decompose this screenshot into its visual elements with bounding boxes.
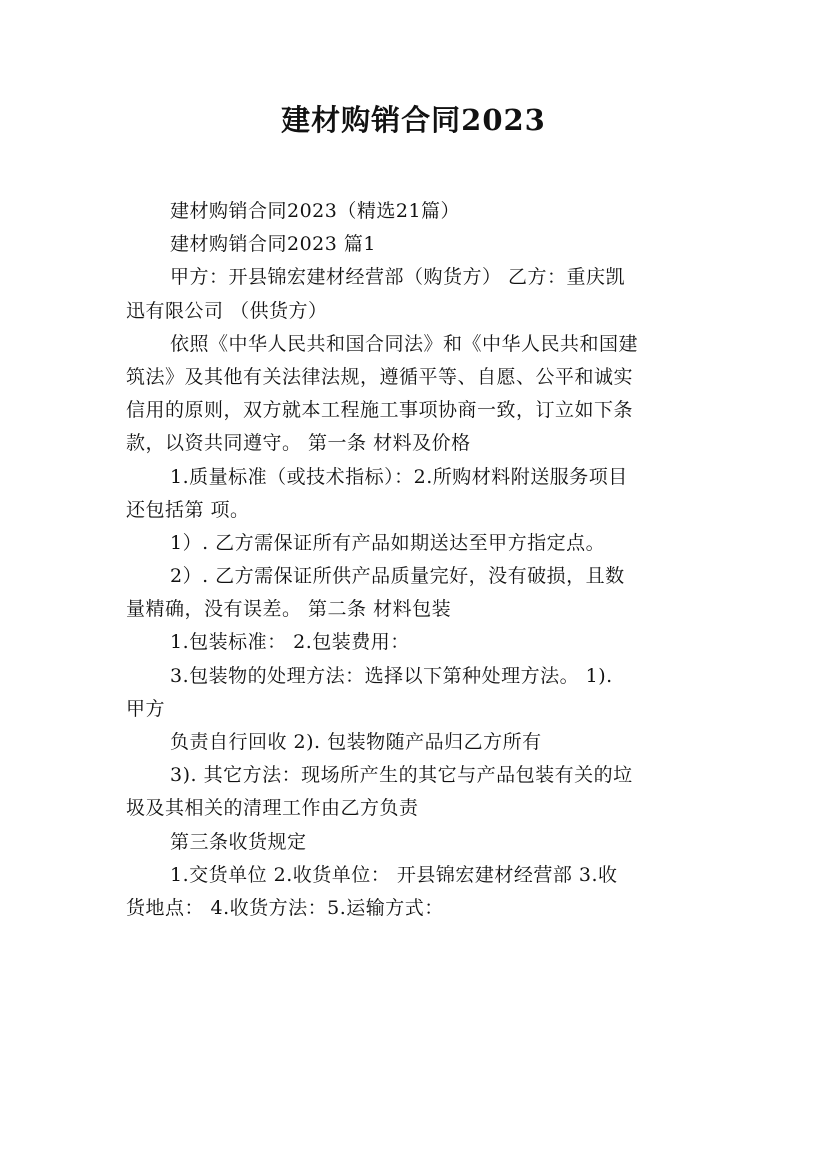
- document-line: 第三条收货规定: [170, 830, 307, 853]
- document-line: 货地点： 4.收货方法：5.运输方式：: [126, 896, 444, 919]
- document-body: [126, 195, 704, 925]
- document-line: 信用的原则，双方就本工程施工事项协商一致，订立如下条: [126, 399, 634, 422]
- document-line: 依照《中华人民共和国合同法》和《中华人民共和国建: [170, 332, 639, 355]
- document-line: 1.包装标准： 2.包装费用：: [170, 631, 410, 654]
- document-line: 甲方：开县锦宏建材经营部（购货方） 乙方：重庆凯: [170, 266, 626, 289]
- document-line: 款，以资共同遵守。 第一条 材料及价格: [126, 432, 471, 455]
- document-line: 圾及其相关的清理工作由乙方负责: [126, 797, 419, 820]
- document-line: 建材购销合同2023（精选21篇）: [170, 200, 461, 222]
- document-line: 3.包装物的处理方法：选择以下第种处理方法。 1).: [170, 664, 613, 687]
- document-line: 1.交货单位 2.收货单位： 开县锦宏建材经营部 3.收: [170, 863, 618, 886]
- document-line: 负责自行回收 2). 包装物随产品归乙方所有: [170, 731, 542, 753]
- document-line: 1）. 乙方需保证所有产品如期送达至甲方指定点。: [170, 531, 606, 554]
- document-title: 建材购销合同2023: [281, 103, 546, 137]
- document-line: 甲方: [126, 697, 166, 720]
- document-line: 筑法》及其他有关法律法规，遵循平等、自愿、公平和诚实: [126, 365, 634, 388]
- document-line: 建材购销合同2023 篇1: [170, 233, 376, 256]
- document-line: 还包括第 项。: [126, 498, 250, 521]
- document-line: 1.质量标准（或技术指标）：2.所购材料附送服务项目: [170, 465, 628, 488]
- document-line: 迅有限公司 （供货方）: [126, 299, 328, 322]
- document-line: 量精确，没有误差。 第二条 材料包装: [126, 598, 452, 621]
- document-line: 2）. 乙方需保证所供产品质量完好，没有破损，且数: [170, 565, 625, 588]
- document-line: 3). 其它方法：现场所产生的其它与产品包装有关的垃: [170, 764, 633, 787]
